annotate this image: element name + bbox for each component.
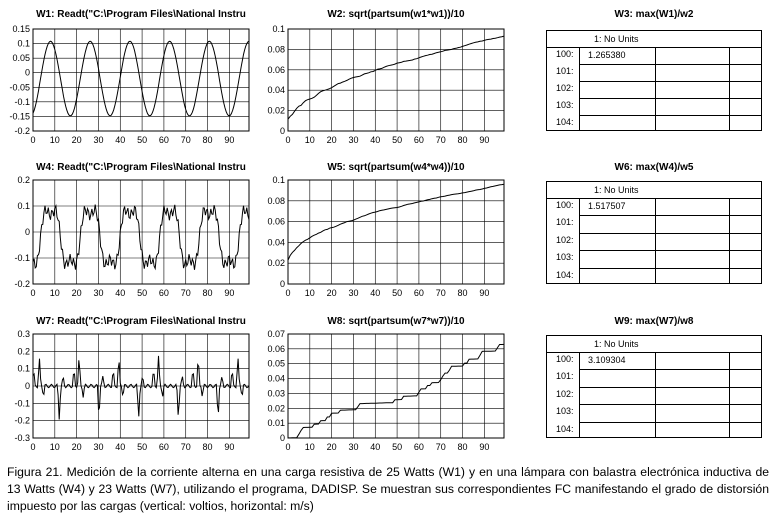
y-tick-label: 0.1 (272, 24, 285, 34)
x-tick-label: 90 (479, 135, 490, 145)
y-tick-label: -0.05 (9, 82, 30, 93)
table-row-divider (579, 387, 761, 388)
x-tick-label: 60 (413, 288, 424, 298)
y-tick-label: 0.02 (267, 403, 285, 414)
y-tick-label: 0.1 (17, 38, 30, 49)
x-tick-label: 90 (224, 288, 235, 298)
table-row-divider (579, 215, 761, 216)
table-header-divider (547, 352, 761, 353)
table-column-divider (579, 352, 580, 437)
x-tick-label: 50 (137, 288, 148, 298)
x-tick-label: 0 (30, 135, 36, 145)
y-tick-label: 0.01 (267, 418, 285, 429)
table-row-label: 103: (556, 406, 574, 417)
x-tick-label: 90 (479, 442, 490, 452)
table-row-label: 103: (556, 252, 574, 263)
chart-w4 (1, 175, 257, 301)
result-table-w9 (546, 335, 762, 438)
x-tick-label: 20 (71, 288, 82, 298)
table-row-label: 104: (556, 117, 574, 127)
y-tick-label: 0.07 (267, 329, 285, 339)
table-column-divider (655, 198, 656, 283)
y-tick-label: 0.3 (17, 329, 30, 339)
series-line (33, 356, 249, 420)
x-tick-label: 70 (435, 442, 446, 452)
y-tick-label: 0.1 (17, 201, 30, 211)
y-tick-label: 0.2 (17, 175, 30, 185)
x-tick-label: 60 (158, 442, 169, 452)
x-tick-label: 90 (224, 135, 235, 145)
x-tick-label: 20 (326, 135, 337, 145)
table-row-divider (579, 268, 761, 269)
x-tick-label: 70 (180, 288, 191, 298)
chart-title-w4: W4: Readt("C:\Program Files\National Instru (36, 162, 246, 173)
table-row-label: 104: (556, 423, 574, 434)
y-tick-label: 0.05 (267, 358, 285, 369)
plot-frame (33, 29, 249, 131)
x-tick-label: 0 (285, 288, 291, 298)
y-tick-label: 0.05 (12, 53, 30, 64)
y-tick-label: -0.15 (9, 111, 30, 122)
series-line (33, 41, 249, 116)
table-row-label: 101: (556, 371, 574, 382)
table-row-divider (579, 422, 761, 423)
table-column-divider (579, 198, 580, 283)
table-column-divider (729, 352, 730, 437)
x-tick-label: 70 (435, 288, 446, 298)
y-tick-label: 0.06 (267, 216, 285, 227)
chart-w5 (256, 175, 512, 301)
plot-frame (288, 334, 504, 438)
y-tick-label: 0.1 (272, 175, 285, 185)
x-tick-label: 10 (49, 442, 60, 452)
x-tick-label: 10 (49, 135, 60, 145)
y-tick-label: 0 (24, 67, 30, 78)
x-tick-label: 40 (370, 288, 381, 298)
y-tick-label: 0.06 (267, 343, 285, 354)
chart-w1 (1, 24, 257, 148)
x-tick-label: 50 (137, 442, 148, 452)
x-tick-label: 80 (457, 288, 468, 298)
y-tick-label: -0.2 (14, 126, 30, 136)
x-tick-label: 50 (392, 135, 403, 145)
y-tick-label: 0.02 (267, 105, 285, 116)
x-tick-label: 80 (202, 288, 213, 298)
table-row-label: 100: (556, 354, 574, 364)
y-tick-label: -0.1 (14, 96, 30, 107)
x-tick-label: 0 (30, 442, 36, 452)
x-tick-label: 80 (457, 442, 468, 452)
result-table-w6 (546, 181, 762, 284)
x-tick-label: 30 (348, 135, 359, 145)
table-column-divider (655, 47, 656, 130)
x-tick-label: 40 (370, 135, 381, 145)
x-tick-label: 0 (30, 288, 36, 298)
result-table-w3 (546, 30, 762, 131)
series-line (288, 344, 504, 438)
x-tick-label: 0 (285, 442, 291, 452)
y-tick-label: -0.1 (14, 253, 30, 263)
table-row-label: 104: (556, 269, 574, 280)
y-tick-label: 0.1 (17, 363, 30, 374)
table-row-label: 101: (556, 66, 574, 76)
table-header-divider (547, 47, 761, 48)
y-tick-label: -0.2 (14, 415, 30, 426)
y-tick-label: 0 (279, 433, 285, 443)
x-tick-label: 60 (158, 135, 169, 145)
table-row-label: 102: (556, 234, 574, 245)
y-tick-label: 0 (279, 279, 285, 289)
x-tick-label: 10 (49, 288, 60, 298)
table-row-label: 102: (556, 83, 574, 93)
table-header: 1: No Units (594, 34, 639, 44)
x-tick-label: 80 (202, 442, 213, 452)
table-value: 1.265380 (588, 50, 626, 60)
x-tick-label: 90 (479, 288, 490, 298)
x-tick-label: 60 (413, 442, 424, 452)
table-row-divider (579, 404, 761, 405)
series-line (288, 36, 504, 119)
table-row-divider (579, 369, 761, 370)
table-row-label: 100: (556, 200, 574, 210)
series-line (33, 205, 249, 270)
y-tick-label: 0.08 (267, 195, 285, 206)
table-row-label: 103: (556, 100, 574, 110)
x-tick-label: 30 (93, 442, 104, 452)
y-tick-label: 0.04 (267, 373, 285, 384)
table-row-divider (579, 250, 761, 251)
y-tick-label: 0.04 (267, 237, 285, 248)
figure-caption: Figura 21. Medición de la corriente alterna en una carga resistiva de 25 Watts (W1) y en una lámpara con balastra electrónica inductiva de 13 Watts (W4) y 23 Watts (W7), utilizando el programa, DADISP. Se muestran sus correspondientes FC manifestando el grado de distorsión impuesto por las cargas (vertical: voltios, horizontal: m/s) (7, 465, 769, 513)
table-row-divider (579, 98, 761, 99)
x-tick-label: 50 (137, 135, 148, 145)
x-tick-label: 40 (370, 442, 381, 452)
x-tick-label: 40 (115, 288, 126, 298)
chart-title-w2: W2: sqrt(partsum(w1*w1))/10 (327, 9, 465, 20)
x-tick-label: 40 (115, 135, 126, 145)
x-tick-label: 80 (202, 135, 213, 145)
table-column-divider (655, 352, 656, 437)
table-value: 1.517507 (588, 201, 626, 211)
x-tick-label: 10 (304, 135, 315, 145)
y-tick-label: 0 (279, 126, 285, 136)
x-tick-label: 70 (180, 442, 191, 452)
table-column-divider (729, 47, 730, 130)
y-tick-label: 0.15 (12, 24, 30, 34)
y-tick-label: -0.1 (14, 398, 30, 409)
table-row-divider (579, 115, 761, 116)
y-tick-label: 0.04 (267, 85, 285, 96)
y-tick-label: 0.2 (17, 346, 30, 357)
table-column-divider (579, 47, 580, 130)
chart-title-w6: W6: max(W4)/w5 (614, 162, 694, 173)
chart-w8 (256, 329, 512, 455)
table-row-label: 102: (556, 388, 574, 399)
x-tick-label: 30 (93, 135, 104, 145)
table-header: 1: No Units (594, 339, 639, 349)
x-tick-label: 60 (158, 288, 169, 298)
chart-title-w8: W8: sqrt(partsum(w7*w7))/10 (327, 316, 465, 327)
y-tick-label: 0.02 (267, 258, 285, 269)
x-tick-label: 40 (115, 442, 126, 452)
y-tick-label: 0 (24, 227, 30, 237)
table-row-divider (579, 81, 761, 82)
x-tick-label: 30 (348, 288, 359, 298)
table-row-label: 101: (556, 217, 574, 228)
x-tick-label: 60 (413, 135, 424, 145)
x-tick-label: 20 (71, 442, 82, 452)
x-tick-label: 30 (93, 288, 104, 298)
table-header-divider (547, 198, 761, 199)
x-tick-label: 20 (326, 442, 337, 452)
x-tick-label: 80 (457, 135, 468, 145)
chart-title-w3: W3: max(W1)/w2 (614, 9, 694, 20)
x-tick-label: 90 (224, 442, 235, 452)
x-tick-label: 0 (285, 135, 291, 145)
x-tick-label: 50 (392, 442, 403, 452)
x-tick-label: 50 (392, 288, 403, 298)
y-tick-label: 0 (24, 381, 30, 391)
x-tick-label: 10 (304, 442, 315, 452)
x-tick-label: 30 (348, 442, 359, 452)
table-row-divider (579, 233, 761, 234)
chart-w2 (256, 24, 512, 148)
chart-w7 (1, 329, 257, 455)
table-value: 3.109304 (588, 355, 626, 365)
y-tick-label: 0.03 (267, 388, 285, 399)
y-tick-label: 0.06 (267, 64, 285, 75)
y-tick-label: 0.08 (267, 44, 285, 55)
x-tick-label: 20 (326, 288, 337, 298)
chart-title-w7: W7: Readt("C:\Program Files\National Instru (36, 316, 246, 327)
x-tick-label: 10 (304, 288, 315, 298)
chart-title-w5: W5: sqrt(partsum(w4*w4))/10 (327, 162, 465, 173)
x-tick-label: 20 (71, 135, 82, 145)
chart-title-w1: W1: Readt("C:\Program Files\National Instru (36, 9, 246, 20)
y-tick-label: -0.2 (14, 279, 30, 289)
x-tick-label: 70 (435, 135, 446, 145)
chart-title-w9: W9: max(W7)/w8 (614, 316, 694, 327)
table-row-label: 100: (556, 49, 574, 59)
plot-frame (288, 29, 504, 131)
table-row-divider (579, 64, 761, 65)
table-column-divider (729, 198, 730, 283)
series-line (288, 184, 504, 260)
x-tick-label: 70 (180, 135, 191, 145)
table-header: 1: No Units (594, 185, 639, 195)
y-tick-label: -0.3 (14, 433, 30, 443)
